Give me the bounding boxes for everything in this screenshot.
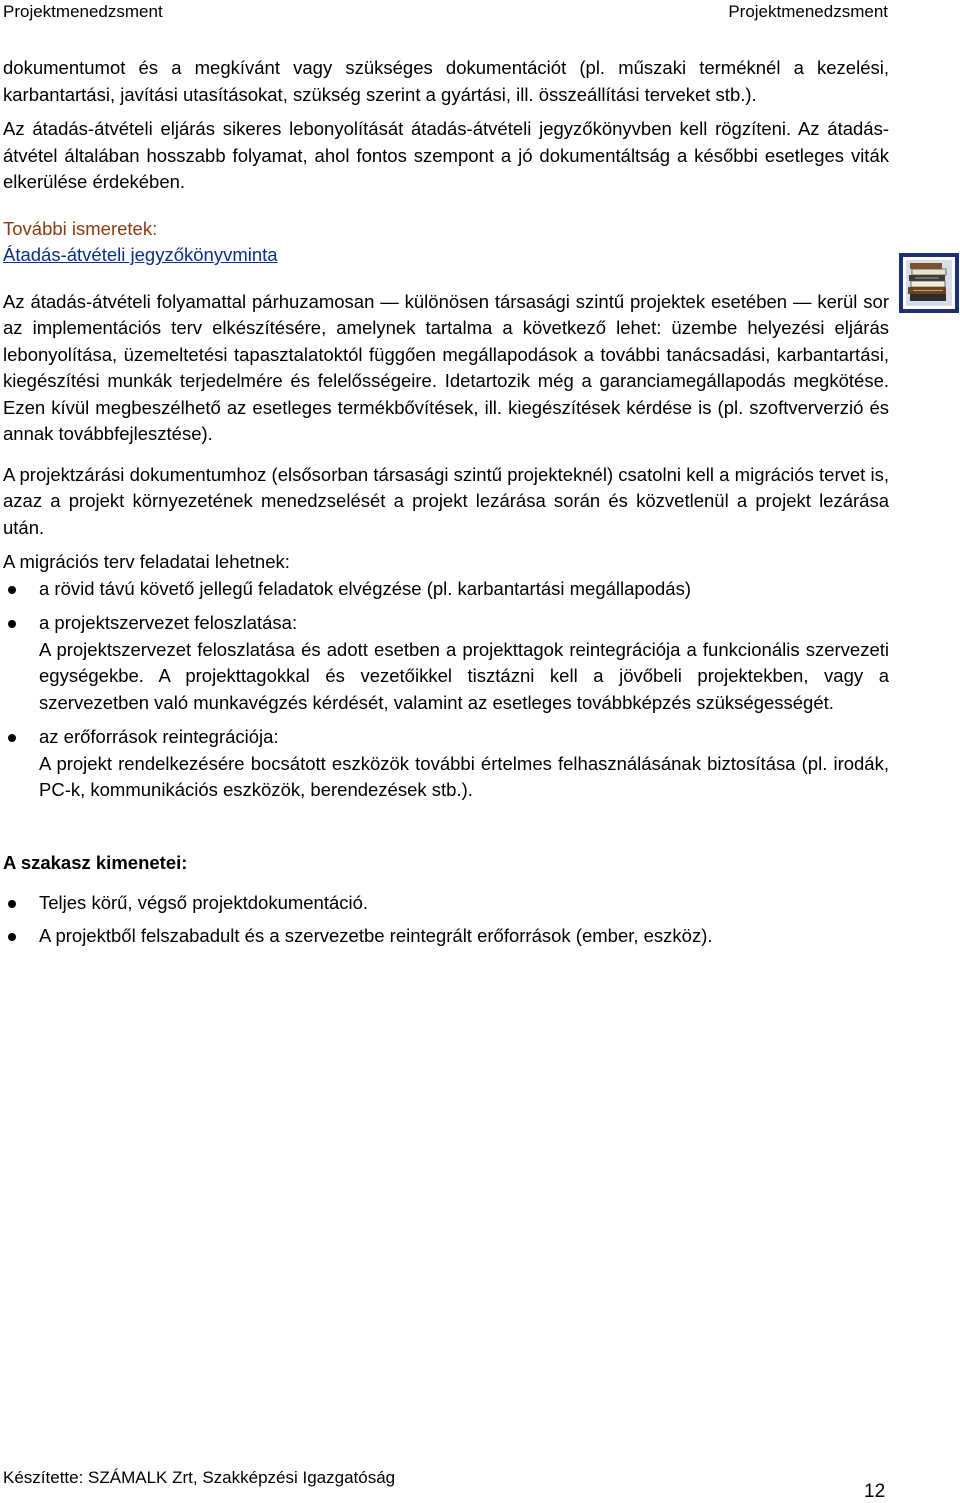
list-item-title: az erőforrások reintegrációja: xyxy=(39,726,279,747)
page-number: 12 xyxy=(864,1481,886,1502)
paragraph-implementation-plan: Az átadás-átvételi folyamattal párhuzamosan — különösen társasági szintű projektek esetében — kerül sor az implementációs terv elkészítésére, amelynek tartalma a következő lehet: üzembe helyezési eljárás lebonyolítása, üzemeltetési tapasztalatoktól függően megállapodások a további tanácsadási, karbantartási, kiegészítési munkák terjedelmére és felelősségeire. Idetartozik még a garanciamegállapodás megkötése. Ezen kívül megbeszélhető az esetleges termékbővítések, ill. kiegészítések kérdése is (pl. szoftververzió és annak továbbfejlesztése). xyxy=(3,290,889,444)
header-title-left: Projektmenedzsment xyxy=(3,2,163,21)
paragraph-handover-part1: Az átadás-átvételi eljárás sikeres lebonyolítását átadás-átvételi jegyzőkönyvben kell rögzíteni. xyxy=(3,118,792,139)
list-item-text: A projektszervezet feloszlatása és adott esetben a projekttagok reintegrációja a funkcionális szervezeti egységekbe. A projekttagokkal és vezetőikkel tisztázni kell a jövőbeli projektekben, vagy a szervezetben való munkavégzés kérdését, valamint az esetleges továbbképzés szükségességét. xyxy=(39,638,889,713)
bullet-icon xyxy=(8,586,16,594)
migration-task-list xyxy=(3,576,889,804)
handover-protocol-link[interactable]: Átadás-átvételi jegyzőkönyvminta xyxy=(3,244,278,265)
list-item-title: a rövid távú követő jellegű feladatok elvégzése (pl. karbantartási megállapodás) xyxy=(39,577,691,599)
further-knowledge xyxy=(3,216,889,269)
bullet-icon xyxy=(8,900,16,908)
footer-credit: Készítette: SZÁMALK Zrt, Szakképzési Igazgatóság xyxy=(3,1468,396,1487)
page-content xyxy=(3,55,889,949)
list-item xyxy=(3,923,889,950)
list-item xyxy=(3,576,889,603)
bullet-icon xyxy=(8,734,16,742)
further-knowledge-title: További ismeretek: xyxy=(3,217,158,239)
list-item-title: a projektszervezet feloszlatása: xyxy=(39,612,298,633)
paragraph-migration-plan: A projektzárási dokumentumhoz (elsősorban társasági szintű projekteknél) csatolni kell a migrációs tervet is, azaz a projekt környezetének menedzselését a projekt lezárása során és közvetlenül a projekt lezárása után. xyxy=(3,463,889,538)
list-item xyxy=(3,610,889,716)
list-item-text: A projekt rendelkezésére bocsátott eszközök további értelmes felhasználásának biztosítása (pl. irodák, PC-k, kommunikációs eszközök, berendezések stb.). xyxy=(39,752,889,800)
paragraph-handover-part2: Az átadás-átvétel általában hosszabb folyamat, ahol fontos szempont a jó dokumentáltság a későbbi esetleges viták elkerülése érdekében. xyxy=(3,118,890,192)
list-item xyxy=(3,724,889,804)
paragraph-documentation: dokumentumot és a megkívánt vagy szükséges dokumentációt (pl. műszaki terméknél a kezelési, karbantartási, javítási utasításokat, szükség szerint a gyártási, ill. összeállítási terveket stb.). xyxy=(3,57,889,105)
page-header xyxy=(0,0,960,28)
bullet-icon xyxy=(8,620,16,628)
bullet-icon xyxy=(8,933,16,941)
list-item-text: A projektből felszabadult és a szervezetbe reintegrált erőforrások (ember, eszköz). xyxy=(39,924,713,946)
books-icon xyxy=(899,253,959,313)
migration-list-intro: A migrációs terv feladatai lehetnek: xyxy=(3,551,290,572)
list-item xyxy=(3,890,889,917)
section-outputs-heading: A szakasz kimenetei: xyxy=(3,851,188,873)
paragraph-handover xyxy=(3,116,889,196)
header-title-right: Projektmenedzsment xyxy=(728,2,888,21)
list-item-text: Teljes körű, végső projektdokumentáció. xyxy=(39,892,369,913)
section-outputs-list xyxy=(3,890,889,949)
